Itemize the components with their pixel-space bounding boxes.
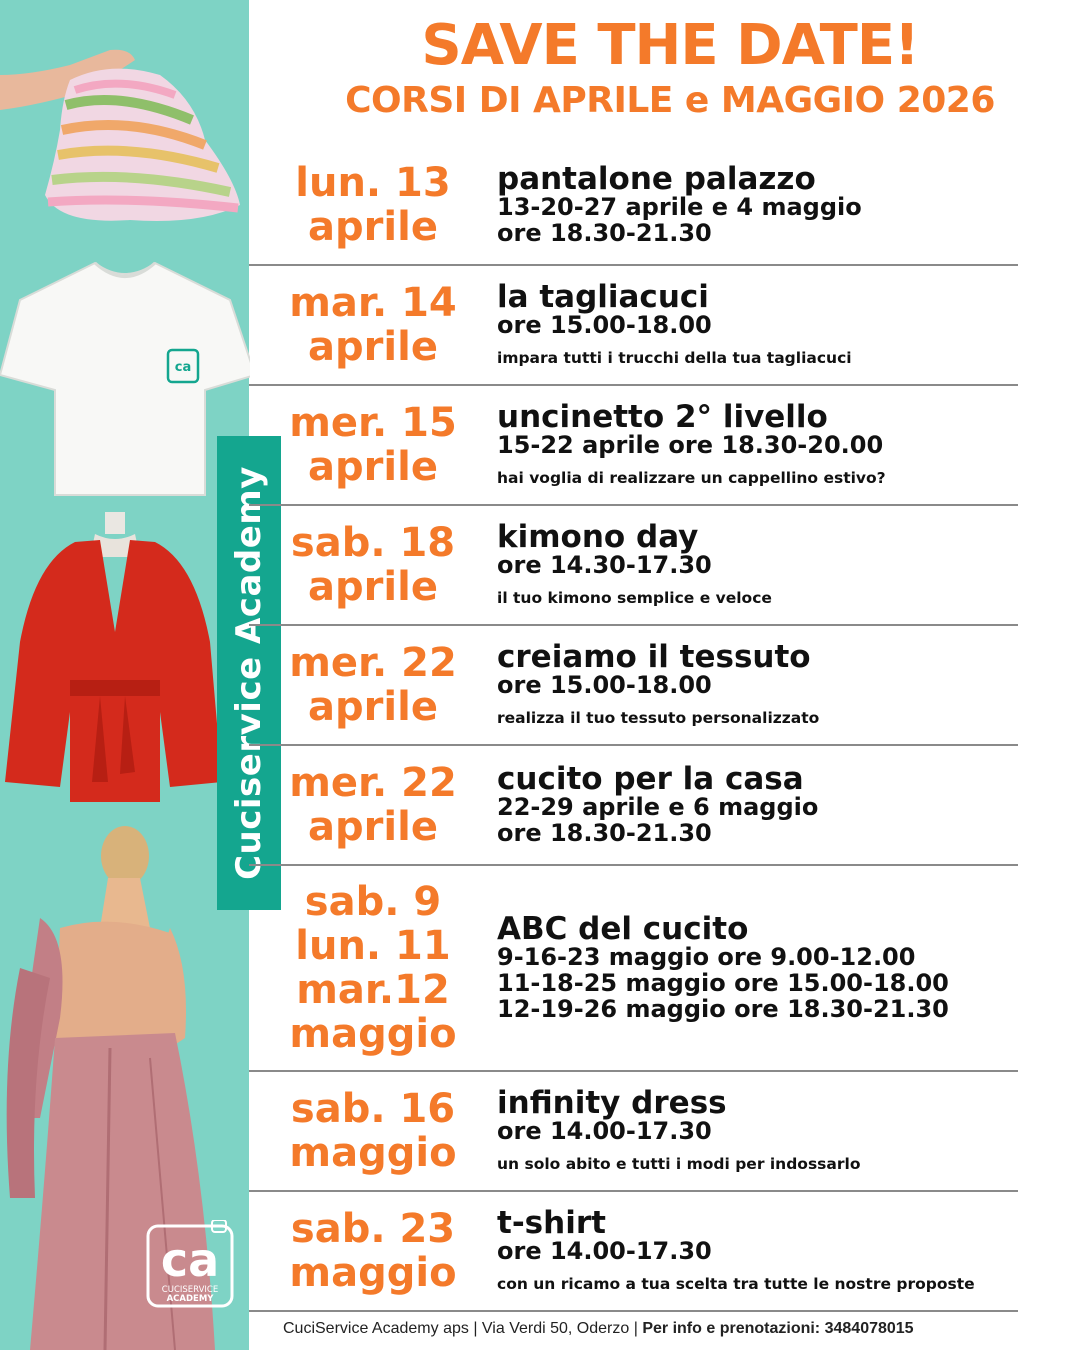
svg-text:ca: ca: [174, 360, 192, 375]
course-row: [249, 1192, 1018, 1312]
course-date-line: lun. 11: [295, 923, 451, 969]
course-title: ABC del cucito: [497, 911, 749, 947]
footer-org: CuciService Academy aps: [283, 1320, 469, 1337]
course-date: [249, 266, 497, 384]
course-time: ore 18.30-21.30: [497, 819, 712, 847]
course-date: [249, 866, 497, 1070]
header: [270, 14, 1070, 124]
course-date: [249, 386, 497, 504]
footer: [283, 1320, 1073, 1338]
course-time: ore 14.30-17.30: [497, 551, 712, 579]
course-row: [249, 386, 1018, 506]
course-time: 13-20-27 aprile e 4 maggio: [497, 193, 862, 221]
course-info: [497, 1072, 1027, 1190]
course-description: hai voglia di realizzare un cappellino estivo?: [497, 469, 886, 487]
course-date-line: mar. 14: [289, 280, 457, 326]
course-date-line: aprile: [308, 684, 438, 730]
footer-phone: 3484078015: [824, 1320, 914, 1337]
course-date-line: aprile: [308, 804, 438, 850]
footer-info-label: Per info e prenotazioni:: [642, 1320, 821, 1337]
course-title: t-shirt: [497, 1205, 606, 1241]
academy-logo: [142, 1220, 238, 1310]
logo-letters: ca: [160, 1233, 220, 1287]
course-time: 12-19-26 maggio ore 18.30-21.30: [497, 995, 949, 1023]
course-info: [497, 506, 1027, 624]
course-date-line: maggio: [289, 1011, 457, 1057]
course-date-line: sab. 18: [290, 520, 456, 566]
course-date-line: maggio: [289, 1130, 457, 1176]
logo-line1: CUCISERVICE: [161, 1285, 219, 1295]
course-row: [249, 866, 1018, 1072]
course-description: un solo abito e tutti i modi per indossarlo: [497, 1155, 861, 1173]
headline: SAVE THE DATE!: [421, 13, 919, 78]
course-info: [497, 1192, 1027, 1310]
crochet-hat-photo: [0, 20, 245, 235]
course-date: [249, 1072, 497, 1190]
course-time: ore 14.00-17.30: [497, 1237, 712, 1265]
footer-address: Via Verdi 50, Oderzo: [481, 1320, 630, 1337]
course-title: kimono day: [497, 519, 699, 555]
course-date: [249, 1192, 497, 1310]
course-time: ore 18.30-21.30: [497, 219, 712, 247]
course-time: ore 14.00-17.30: [497, 1117, 712, 1145]
subheadline: CORSI DI APRILE e MAGGIO 2026: [345, 80, 995, 121]
course-date-line: mar.12: [296, 967, 450, 1013]
course-info: [497, 866, 1027, 1070]
course-title: uncinetto 2° livello: [497, 399, 828, 435]
red-kimono-photo: [0, 512, 225, 812]
course-title: pantalone palazzo: [497, 161, 816, 197]
course-row: [249, 506, 1018, 626]
course-date-line: lun. 13: [295, 160, 451, 206]
course-title: creiamo il tessuto: [497, 639, 811, 675]
course-date-line: aprile: [308, 564, 438, 610]
course-time: ore 15.00-18.00: [497, 671, 712, 699]
course-info: [497, 266, 1027, 384]
course-title: la tagliacuci: [497, 279, 709, 315]
course-date-line: sab. 16: [290, 1086, 456, 1132]
white-tshirt-photo: [0, 255, 250, 500]
course-date: [249, 146, 497, 264]
course-time: 11-18-25 maggio ore 15.00-18.00: [497, 969, 949, 997]
course-time: 15-22 aprile ore 18.30-20.00: [497, 431, 884, 459]
course-title: infinity dress: [497, 1085, 727, 1121]
course-description: realizza il tuo tessuto personalizzato: [497, 709, 820, 727]
course-time: 9-16-23 maggio ore 9.00-12.00: [497, 943, 916, 971]
course-row: [249, 1072, 1018, 1192]
logo-line2: ACADEMY: [166, 1294, 214, 1304]
course-date-line: sab. 9: [304, 879, 442, 925]
course-row: [249, 626, 1018, 746]
course-info: [497, 746, 1027, 864]
course-date-line: mer. 15: [289, 400, 457, 446]
course-info: [497, 626, 1027, 744]
brand-vertical-label: Cuciservice Academy: [229, 466, 269, 880]
course-date-line: mer. 22: [289, 640, 457, 686]
course-info: [497, 386, 1027, 504]
course-date-line: maggio: [289, 1250, 457, 1296]
course-date: [249, 746, 497, 864]
course-date-line: aprile: [308, 444, 438, 490]
course-time: 22-29 aprile e 6 maggio: [497, 793, 819, 821]
course-row: [249, 746, 1018, 866]
course-description: con un ricamo a tua scelta tra tutte le nostre proposte: [497, 1275, 975, 1293]
course-date-line: sab. 23: [290, 1206, 456, 1252]
course-row: [249, 266, 1018, 386]
course-list: [249, 146, 1080, 1312]
course-date-line: aprile: [308, 324, 438, 370]
course-date: [249, 626, 497, 744]
footer-separator: |: [633, 1320, 643, 1337]
course-title: cucito per la casa: [497, 761, 804, 797]
course-date: [249, 506, 497, 624]
course-description: impara tutti i trucchi della tua tagliacuci: [497, 349, 852, 367]
course-description: il tuo kimono semplice e veloce: [497, 589, 772, 607]
footer-separator: |: [473, 1320, 482, 1337]
course-info: [497, 146, 1027, 264]
course-date-line: mer. 22: [289, 760, 457, 806]
course-time: ore 15.00-18.00: [497, 311, 712, 339]
course-date-line: aprile: [308, 204, 438, 250]
course-row: [249, 146, 1018, 266]
